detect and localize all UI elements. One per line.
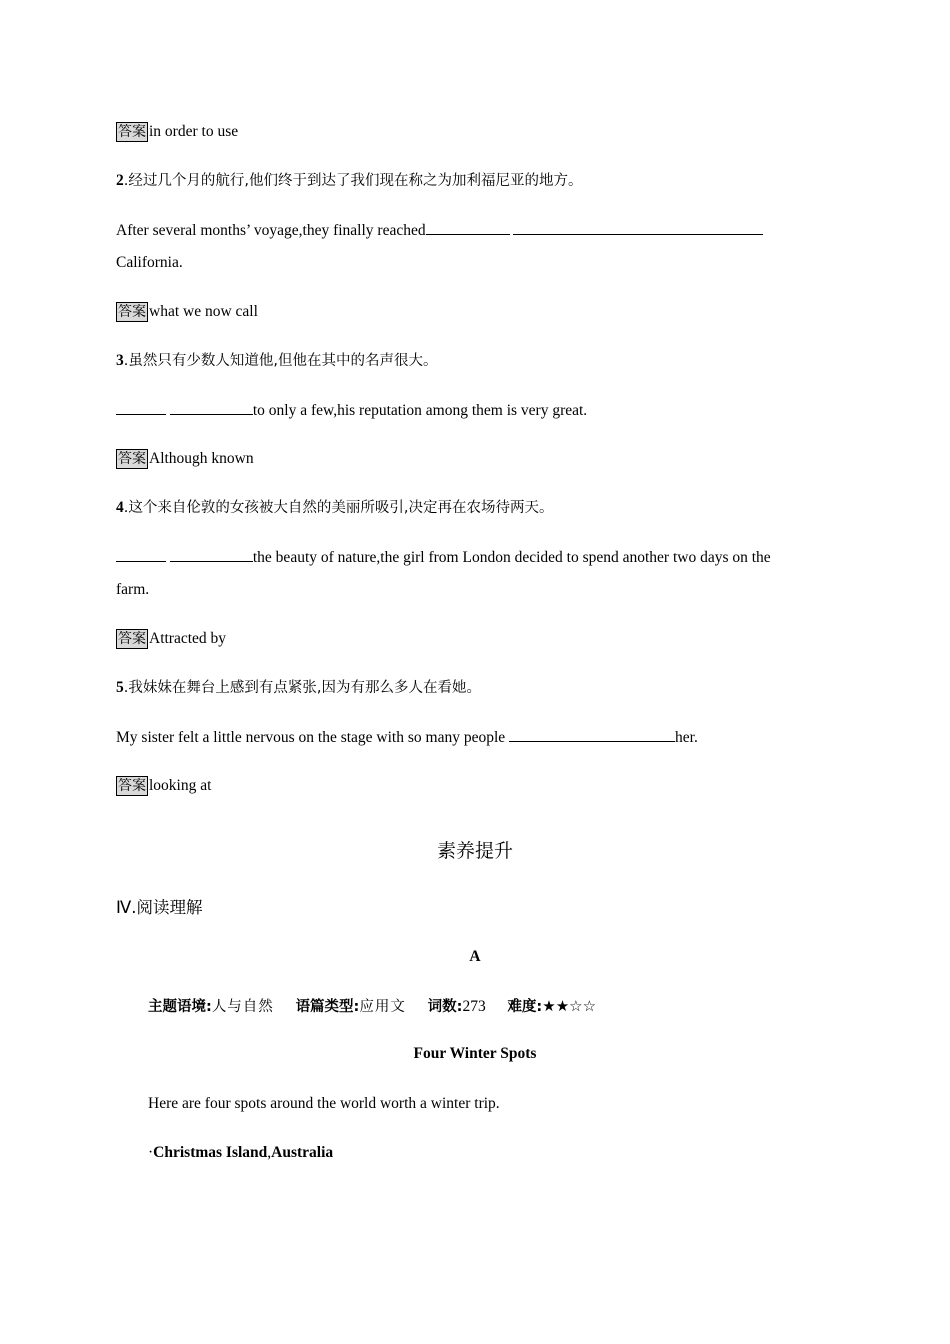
answer-badge: 答案: [118, 304, 146, 320]
sentence-end: California.: [116, 254, 183, 271]
answer-line-5: [116, 776, 211, 796]
fill-blank[interactable]: [116, 400, 166, 415]
number-separator: .: [123, 353, 129, 369]
spot-heading: [148, 1143, 333, 1163]
answer-badge: 答案: [118, 451, 146, 467]
type-label: 语篇类型:: [295, 999, 360, 1015]
question-3-chinese: [116, 351, 437, 371]
question-2-english-cont: [116, 253, 183, 273]
sentence-end: to only a few,his reputation among them is very great.: [252, 402, 588, 419]
word-count-value: 273: [462, 998, 486, 1015]
theme-value: 人与自然: [211, 999, 274, 1015]
section-title: 素养提升: [436, 840, 513, 862]
difficulty-label: 难度:: [507, 999, 543, 1015]
question-number: 4: [116, 499, 124, 516]
sentence-end: her.: [675, 729, 698, 746]
sentence-start: After several months’ voyage,they finally reached: [116, 222, 426, 239]
fill-blank[interactable]: [170, 400, 253, 415]
question-2-chinese: [116, 171, 582, 191]
sentence-start: My sister felt a little nervous on the stage with so many people: [116, 729, 506, 746]
fill-blank[interactable]: [513, 220, 763, 235]
fill-blank[interactable]: [426, 220, 510, 235]
question-4-english-cont: [116, 580, 149, 600]
question-3-english: [116, 400, 587, 421]
sentence-end: the beauty of nature,the girl from London decided to spend another two days on the: [252, 549, 771, 566]
number-separator: .: [123, 500, 129, 516]
sentence-end: farm.: [116, 581, 150, 598]
part-heading: Ⅳ.阅读理解: [116, 898, 203, 917]
spot-separator: ,: [267, 1144, 272, 1161]
question-number: 2: [116, 172, 124, 189]
passage-intro: Here are four spots around the world worth a winter trip.: [148, 1095, 500, 1112]
answer-line-3: [116, 449, 254, 469]
question-2-english: [116, 220, 763, 241]
fill-blank[interactable]: [509, 727, 675, 742]
answer-text: Attracted by: [149, 630, 227, 647]
question-prompt: 经过几个月的航行,他们终于到达了我们现在称之为加利福尼亚的地方。: [128, 173, 583, 189]
question-4-english: [116, 547, 771, 568]
answer-text: what we now call: [149, 303, 258, 320]
type-value: 应用文: [359, 999, 406, 1015]
question-number: 3: [116, 352, 124, 369]
question-4-chinese: [116, 498, 553, 518]
spot-name: Christmas Island: [153, 1144, 268, 1161]
answer-badge: 答案: [118, 778, 146, 794]
number-separator: .: [123, 680, 129, 696]
answer-text: looking at: [149, 777, 212, 794]
question-number: 5: [116, 679, 124, 696]
passage-meta: [148, 996, 596, 1017]
answer-text: in order to use: [149, 123, 239, 140]
question-5-chinese: [116, 678, 481, 698]
answer-badge: 答案: [118, 631, 146, 647]
fill-blank[interactable]: [170, 547, 253, 562]
difficulty-stars: ★★☆☆: [542, 997, 597, 1015]
answer-badge: 答案: [118, 124, 146, 140]
fill-blank[interactable]: [116, 547, 166, 562]
bullet: ·: [148, 1144, 154, 1161]
spot-country: Australia: [271, 1144, 334, 1161]
answer-line-1: [116, 122, 238, 142]
passage-letter: A: [469, 948, 481, 965]
theme-label: 主题语境:: [148, 999, 212, 1015]
answer-line-2: [116, 302, 258, 322]
answer-text: Although known: [149, 450, 254, 467]
question-prompt: 这个来自伦敦的女孩被大自然的美丽所吸引,决定再在农场待两天。: [128, 500, 554, 516]
passage-title: Four Winter Spots: [413, 1045, 537, 1062]
question-prompt: 我妹妹在舞台上感到有点紧张,因为有那么多人在看她。: [128, 680, 481, 696]
word-count-label: 词数:: [427, 999, 463, 1015]
number-separator: .: [123, 173, 129, 189]
question-prompt: 虽然只有少数人知道他,但他在其中的名声很大。: [128, 353, 438, 369]
answer-line-4: [116, 629, 226, 649]
question-5-english: [116, 727, 698, 748]
